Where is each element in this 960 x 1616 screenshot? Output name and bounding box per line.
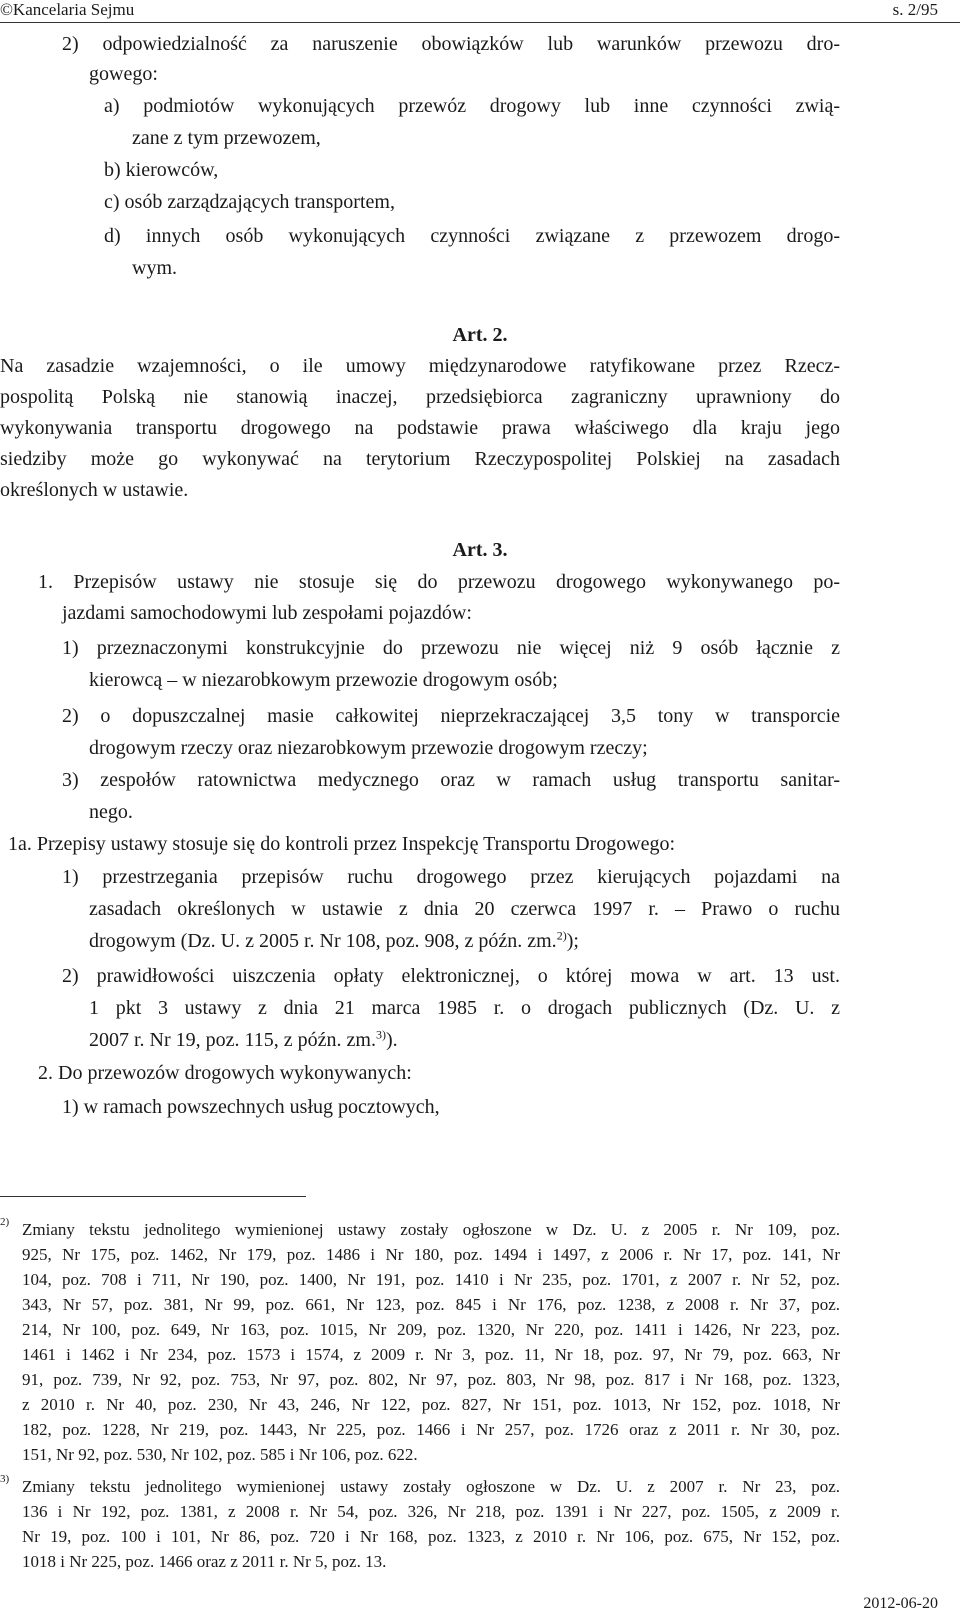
footnote-line: z 2010 r. Nr 40, poz. 230, Nr 43, 246, Nr 122, poz. 827, Nr 151, poz. 1013, Nr 152, poz. 1018, Nr <box>22 1395 840 1414</box>
list-item-a: a) podmiotów wykonujących przewóz drogowy lub inne czynności zwią- <box>104 95 840 117</box>
section-text: 1a. Przepisy ustawy stosuje się do kontroli przez Inspekcję Transportu Drogowego: <box>8 833 676 855</box>
footnote-line: 182, poz. 1228, Nr 219, poz. 1443, Nr 225, poz. 1466 i Nr 257, poz. 1726 oraz z 2011 r. Nr 30, poz. <box>22 1420 840 1439</box>
footnote-line: Zmiany tekstu jednolitego wymienionej ustawy zostały ogłoszone w Dz. U. z 2007 r. Nr 23, poz. <box>22 1477 840 1496</box>
footnote-mark: 2) <box>0 1216 10 1228</box>
list-item: 1) przestrzegania przepisów ruchu drogowego przez kierujących pojazdami na <box>62 866 840 888</box>
section-text: 2. Do przewozów drogowych wykonywanych: <box>38 1062 412 1084</box>
footnote-line: 91, poz. 739, Nr 92, poz. 753, Nr 97, poz. 802, Nr 97, poz. 803, Nr 98, poz. 817 i Nr 168, poz. 1323, <box>22 1370 840 1389</box>
publisher-label: ©Kancelaria Sejmu <box>0 0 135 19</box>
page-number: s. 2/95 <box>892 0 938 19</box>
list-item: 2) o dopuszczalnej masie całkowitej nieprzekraczającej 3,5 tony w transporcie <box>62 705 840 727</box>
list-item: 1) przeznaczonymi konstrukcyjnie do przewozu nie więcej niż 9 osób łącznie z <box>62 637 840 659</box>
article-text-line: pospolitą Polską nie stanowią inaczej, przedsiębiorca zagraniczny uprawniony do <box>0 386 840 408</box>
list-item-cont: kierowcą – w niezarobkowym przewozie drogowym osób; <box>89 669 558 691</box>
list-item-cont: zasadach określonych w ustawie z dnia 20 czerwca 1997 r. – Prawo o ruchu <box>89 898 840 920</box>
footnote-line: 1018 i Nr 225, poz. 1466 oraz z 2011 r. Nr 5, poz. 13. <box>22 1552 387 1571</box>
footnote-line: 136 i Nr 192, poz. 1381, z 2008 r. Nr 54, poz. 326, Nr 218, poz. 1391 i Nr 227, poz. 1505, z 2009 r. <box>22 1502 840 1521</box>
footnote-line: 104, poz. 708 i 711, Nr 190, poz. 1400, Nr 191, poz. 1410 i Nr 235, poz. 1701, z 2007 r. Nr 52, poz. <box>22 1270 840 1289</box>
page-header <box>0 0 960 22</box>
list-item-d: d) innych osób wykonujących czynności związane z przewozem drogo- <box>104 225 840 247</box>
publication-date: 2012-06-20 <box>863 1595 938 1612</box>
footnote-line: Nr 19, poz. 100 i 101, Nr 86, poz. 720 i Nr 168, poz. 1323, z 2010 r. Nr 106, poz. 675, Nr 152, poz. <box>22 1527 840 1546</box>
list-item: 1) w ramach powszechnych usług pocztowych, <box>62 1096 440 1118</box>
footnote-line: 1461 i 1462 i Nr 234, poz. 1573 i 1574, z 2009 r. Nr 3, poz. 11, Nr 18, poz. 97, Nr 79, poz. 663, Nr <box>22 1345 840 1364</box>
list-item-cont: 1 pkt 3 ustawy z dnia 21 marca 1985 r. o drogach publicznych (Dz. U. z <box>89 997 840 1019</box>
footnote-ref: 3) <box>375 1027 386 1042</box>
section-text: jazdami samochodowymi lub zespołami pojazdów: <box>62 602 472 624</box>
list-item-cont: nego. <box>89 801 133 823</box>
footnote-line: 214, Nr 100, poz. 649, Nr 163, poz. 1015, Nr 209, poz. 1320, Nr 220, poz. 1411 i 1426, Nr 223, poz. <box>22 1320 840 1339</box>
article-heading: Art. 3. <box>452 539 508 561</box>
list-item-a-cont: zane z tym przewozem, <box>132 127 321 149</box>
footnote-line: 925, Nr 175, poz. 1462, Nr 179, poz. 1486 i Nr 180, poz. 1494 i 1497, z 2006 r. Nr 17, poz. 141, Nr <box>22 1245 840 1264</box>
footnote-line: 151, Nr 92, poz. 530, Nr 102, poz. 585 i Nr 106, poz. 622. <box>22 1445 418 1464</box>
list-item-d-cont: wym. <box>132 257 177 279</box>
list-item-cont: drogowym rzeczy oraz niezarobkowym przewozie drogowym rzeczy; <box>89 737 648 759</box>
article-text-line: określonych w ustawie. <box>0 479 189 501</box>
header-divider <box>0 22 960 23</box>
footnote-line: 343, Nr 57, poz. 381, Nr 99, poz. 661, Nr 123, poz. 845 i Nr 176, poz. 1238, z 2008 r. Nr 37, poz. <box>22 1295 840 1314</box>
article-text-line: siedziby może go wykonywać na terytorium Rzeczypospolitej Polskiej na zasadach <box>0 448 840 470</box>
article-text-line: wykonywania transportu drogowego na podstawie prawa właściwego dla kraju jego <box>0 417 840 439</box>
footnote-ref: 2) <box>556 928 567 943</box>
list-item-cont: 2007 r. Nr 19, poz. 115, z późn. zm.$^{3)}$). <box>89 1027 398 1051</box>
section-text: 1. Przepisów ustawy nie stosuje się do przewozu drogowego wykonywanego po- <box>38 571 840 593</box>
list-item-cont: drogowym (Dz. U. z 2005 r. Nr 108, poz. 908, z późn. zm.$^{2)}$); <box>89 928 579 952</box>
list-item-c: c) osób zarządzających transportem, <box>104 191 395 213</box>
list-item: 2) prawidłowości uiszczenia opłaty elektronicznej, o której mowa w art. 13 ust. <box>62 965 840 987</box>
article-text-line: Na zasadzie wzajemności, o ile umowy międzynarodowe ratyfikowane przez Rzecz- <box>0 355 840 377</box>
paragraph-line: gowego: <box>89 63 158 85</box>
footnote-line: Zmiany tekstu jednolitego wymienionej ustawy zostały ogłoszone w Dz. U. z 2005 r. Nr 109, poz. <box>22 1220 840 1239</box>
list-item: 3) zespołów ratownictwa medycznego oraz w ramach usług transportu sanitar- <box>62 769 840 791</box>
article-heading: Art. 2. <box>452 324 508 346</box>
list-item-b: b) kierowców, <box>104 159 219 181</box>
footnote-divider <box>0 1196 306 1197</box>
paragraph-line: 2) odpowiedzialność za naruszenie obowiązków lub warunków przewozu dro- <box>62 33 840 55</box>
footnote-mark: 3) <box>0 1473 10 1485</box>
